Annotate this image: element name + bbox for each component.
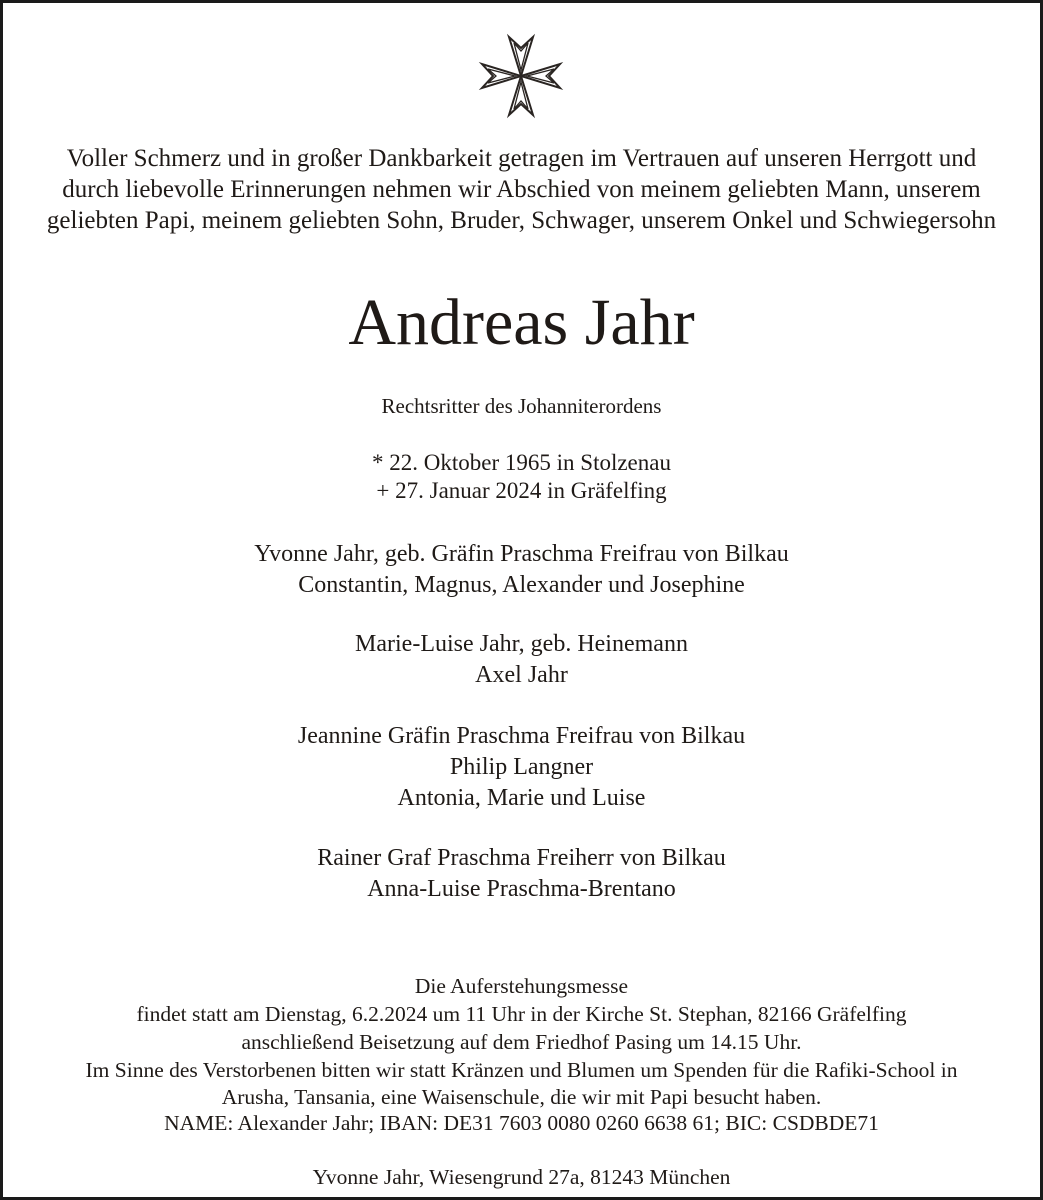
service-line: anschließend Beisetzung auf dem Friedhof Pasing um 14.15 Uhr. bbox=[241, 1030, 802, 1054]
intro-line: geliebten Papi, meinem geliebten Sohn, Bruder, Schwager, unserem Onkel und Schwiegersohn bbox=[46, 207, 997, 234]
service-line: Arusha, Tansania, eine Waisenschule, die wir mit Papi besucht haben. bbox=[221, 1085, 822, 1109]
birth-date: * 22. Oktober 1965 in Stolzenau bbox=[372, 450, 671, 475]
mourner-name: Constantin, Magnus, Alexander und Josephine bbox=[298, 572, 745, 598]
mourner-name: Antonia, Marie und Luise bbox=[397, 785, 646, 811]
mourner-name: Jeannine Gräfin Praschma Freifrau von Bilkau bbox=[297, 723, 746, 749]
mourner-name: Yvonne Jahr, geb. Gräfin Praschma Freifrau von Bilkau bbox=[254, 541, 789, 567]
mourner-name: Marie-Luise Jahr, geb. Heinemann bbox=[355, 631, 688, 657]
deceased-title: Rechtsritter des Johanniterordens bbox=[381, 394, 662, 418]
intro-line: Voller Schmerz und in großer Dankbarkeit getragen im Vertrauen auf unseren Herrgott und bbox=[66, 145, 977, 172]
service-line: Die Auferstehungsmesse bbox=[414, 974, 629, 998]
death-date: + 27. Januar 2024 in Gräfelfing bbox=[376, 478, 667, 503]
maltese-cross-icon bbox=[466, 21, 576, 131]
deceased-name: Andreas Jahr bbox=[348, 286, 695, 359]
mourner-name: Philip Langner bbox=[449, 754, 594, 780]
mourner-name: Axel Jahr bbox=[475, 662, 568, 688]
service-line: NAME: Alexander Jahr; IBAN: DE31 7603 0080 0260 6638 61; BIC: CSDBDE71 bbox=[164, 1111, 879, 1135]
service-line: Im Sinne des Verstorbenen bitten wir statt Kränzen und Blumen um Spenden für die Rafiki-School in bbox=[85, 1058, 958, 1082]
contact-address: Yvonne Jahr, Wiesengrund 27a, 81243 München bbox=[312, 1165, 731, 1189]
mourner-name: Rainer Graf Praschma Freiherr von Bilkau bbox=[317, 845, 726, 871]
intro-line: durch liebevolle Erinnerungen nehmen wir Abschied von meinem geliebten Mann, unserem bbox=[62, 176, 981, 203]
mourner-name: Anna-Luise Praschma-Brentano bbox=[367, 876, 676, 902]
service-line: findet statt am Dienstag, 6.2.2024 um 11 Uhr in der Kirche St. Stephan, 82166 Gräfelfing bbox=[136, 1002, 907, 1026]
